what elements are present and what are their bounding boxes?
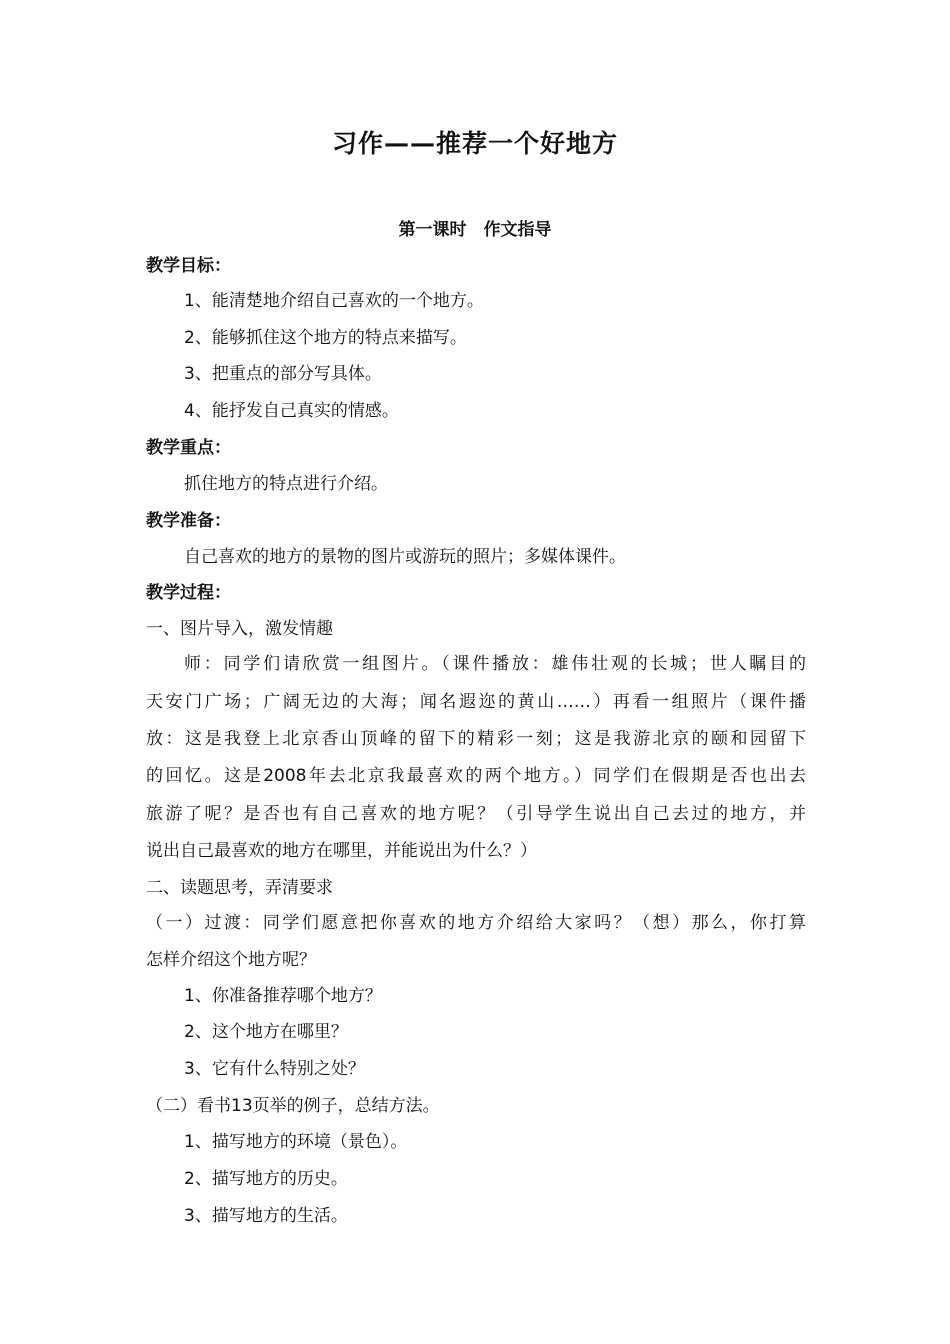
goal-item: 2、能够抓住这个地方的特点来描写。 (184, 328, 467, 348)
section2-part2-title: （二）看书13页举的例子，总结方法。 (146, 1096, 440, 1116)
goal-item: 1、能清楚地介绍自己喜欢的一个地方。 (184, 291, 484, 311)
section1-paragraph-line: 放：这是我登上北京香山顶峰的留下的精彩一刻；这是我游北京的颐和园留下 (146, 729, 806, 749)
focus-heading: 教学重点： (146, 438, 231, 458)
prep-text: 自己喜欢的地方的景物的图片或游玩的照片；多媒体课件。 (184, 547, 626, 567)
section2-title: 二、读题思考，弄清要求 (146, 878, 333, 898)
method-item: 1、描写地方的环境（景色）。 (184, 1132, 408, 1152)
section1-paragraph-line: 说出自己最喜欢的地方在哪里，并能说出为什么？） (146, 841, 537, 861)
question-item: 1、你准备推荐哪个地方？ (184, 986, 382, 1006)
section2-part1-line: 怎样介绍这个地方呢？ (146, 950, 316, 970)
prep-heading: 教学准备： (146, 511, 231, 531)
question-item: 3、它有什么特别之处？ (184, 1059, 365, 1079)
goal-item: 3、把重点的部分写具体。 (184, 364, 382, 384)
section1-paragraph-line: 天安门广场；广阔无边的大海；闻名遐迩的黄山……）再看一组照片（课件播 (146, 692, 806, 712)
lesson-subtitle: 第一课时 作文指导 (398, 220, 552, 240)
focus-text: 抓住地方的特点进行介绍。 (184, 474, 388, 494)
goal-item: 4、能抒发自己真实的情感。 (184, 401, 399, 421)
goals-heading: 教学目标： (146, 256, 231, 276)
process-heading: 教学过程： (146, 583, 231, 603)
method-item: 3、描写地方的生活。 (184, 1206, 348, 1226)
section1-paragraph-line: 旅游了呢？是否也有自己喜欢的地方呢？（引导学生说出自己去过的地方，并 (146, 804, 806, 824)
section1-paragraph-line: 的回忆。这是2008年去北京我最喜欢的两个地方。）同学们在假期是否也出去 (146, 766, 806, 786)
document-title: 习作——推荐一个好地方 (331, 129, 618, 158)
section2-part1-line: （一）过渡：同学们愿意把你喜欢的地方介绍给大家吗？（想）那么，你打算 (146, 913, 806, 933)
section1-title: 一、图片导入，激发情趣 (146, 619, 333, 639)
method-item: 2、描写地方的历史。 (184, 1169, 348, 1189)
question-item: 2、这个地方在哪里？ (184, 1022, 348, 1042)
section1-paragraph-line: 师：同学们请欣赏一组图片。（课件播放：雄伟壮观的长城；世人瞩目的 (184, 654, 806, 674)
